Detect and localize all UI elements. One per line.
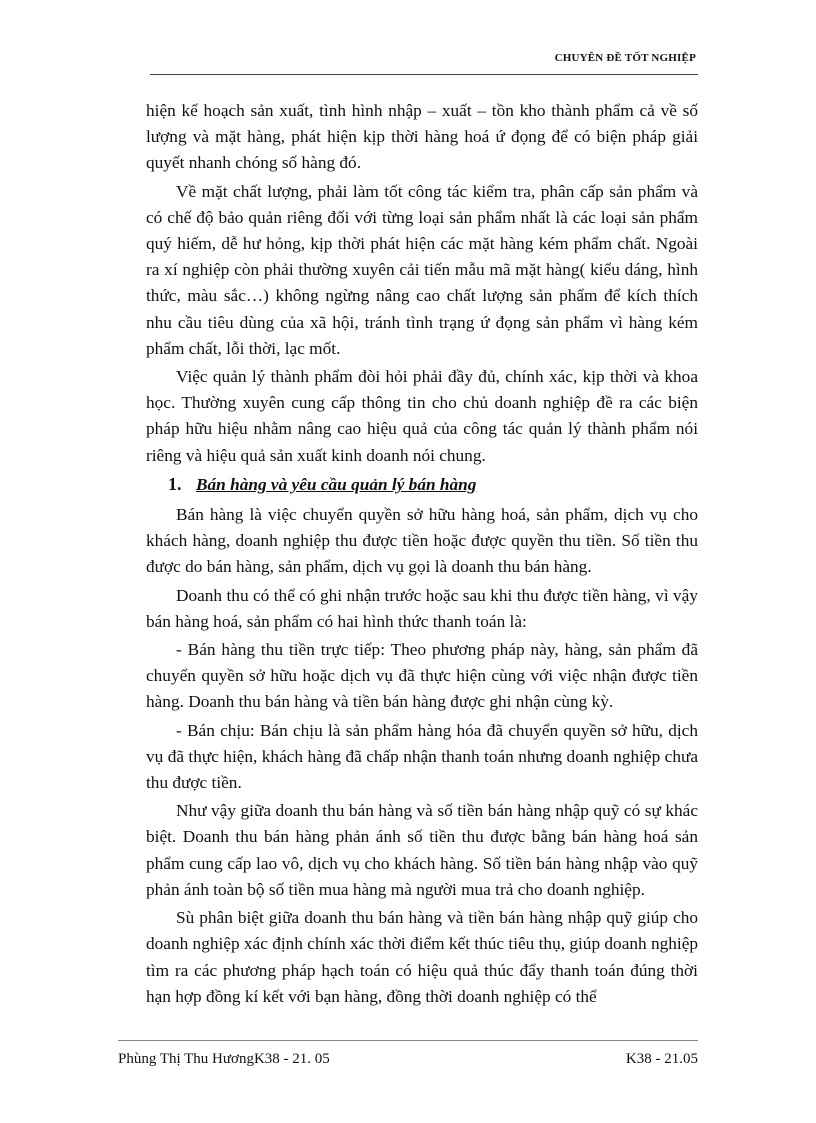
page-header: CHUYÊN ĐỀ TỐT NGHIỆP: [554, 52, 696, 64]
paragraph: Việc quản lý thành phẩm đòi hỏi phải đầy đủ, chính xác, kịp thời và khoa học. Thường xuyên cung cấp thông tin cho chủ doanh nghiệp đề ra các biện pháp hữu hiệu nhằm nâng cao hiệu quả của công tác quản lý thành phẩm nói riêng và hiệu quả sản xuất kinh doanh nói chung.: [146, 367, 698, 465]
section-title: Bán hàng và yêu cầu quản lý bán hàng: [196, 474, 477, 494]
section-number: 1.: [168, 473, 182, 494]
paragraph: Doanh thu có thể có ghi nhận trước hoặc sau khi thu được tiền hàng, vì vậy bán hàng hoá, sản phẩm có hai hình thức thanh toán là:: [146, 585, 698, 631]
footer-rule: [118, 1040, 698, 1041]
paragraph: - Bán hàng thu tiền trực tiếp: Theo phương pháp này, hàng, sản phẩm đã chuyển quyền sở hữu hoặc dịch vụ đã thực hiện cùng với việc nhận được tiền hàng. Doanh thu bán hàng và tiền bán hàng được ghi nhận cùng kỳ.: [146, 640, 698, 712]
footer-author: Phùng Thị Thu HươngK38 - 21. 05: [118, 1051, 330, 1067]
paragraph: Về mặt chất lượng, phải làm tốt công tác kiểm tra, phân cấp sản phẩm và có chế độ bảo quản riêng đối với từng loại sản phẩm nhất là các loại sản phẩm quý hiếm, dễ hư hỏng, kịp thời phát hiện các mặt hàng kém phẩm chất. Ngoài ra xí nghiệp còn phải thường xuyên cải tiến mẫu mã mặt hàng( kiểu dáng, hình thức, màu sắc…) không ngừng nâng cao chất lượng sản phẩm để kích thích nhu cầu tiêu dùng của xã hội, tránh tình trạng ứ đọng sản phẩm vì hàng kém phẩm chất, lỗi thời, lạc mốt.: [146, 181, 698, 358]
document-body: [146, 98, 698, 1012]
paragraph: Sù phân biệt giữa doanh thu bán hàng và tiền bán hàng nhập quỹ giúp cho doanh nghiệp xác định chính xác thời điểm kết thúc tiêu thụ, giúp doanh nghiệp tìm ra các phương pháp hạch toán có hiệu quả thúc đẩy thanh toán đúng thời hạn hợp đồng kí kết với bạn hàng, đồng thời doanh nghiệp có thể: [146, 908, 698, 1006]
section-heading: [146, 471, 698, 498]
paragraph: - Bán chịu: Bán chịu là sản phẩm hàng hóa đã chuyển quyền sở hữu, dịch vụ đã thực hiện, khách hàng đã chấp nhận thanh toán nhưng doanh nghiệp chưa thu được tiền.: [146, 720, 698, 793]
header-rule: [150, 74, 698, 75]
paragraph: hiện kế hoạch sản xuất, tình hình nhập – xuất – tồn kho thành phẩm cả về số lượng và mặt hàng, phát hiện kịp thời hàng hoá ứ đọng để có biện pháp giải quyết nhanh chóng số hàng đó.: [146, 101, 698, 173]
paragraph: Bán hàng là việc chuyển quyền sở hữu hàng hoá, sản phẩm, dịch vụ cho khách hàng, doanh nghiệp thu được tiền hoặc được quyền thu tiền. Số tiền thu được do bán hàng, sản phẩm, dịch vụ gọi là doanh thu bán hàng.: [146, 505, 698, 577]
footer-class: K38 - 21.05: [625, 1051, 698, 1067]
paragraph: Như vậy giữa doanh thu bán hàng và số tiền bán hàng nhập quỹ có sự khác biệt. Doanh thu bán hàng phản ánh số tiền thu được bằng bán hàng hoá sản phẩm cung cấp lao vô, dịch vụ cho khách hàng. Số tiền bán hàng nhập vào quỹ phản ánh toàn bộ số tiền mua hàng mà người mua trả cho doanh nghiệp.: [146, 801, 698, 899]
